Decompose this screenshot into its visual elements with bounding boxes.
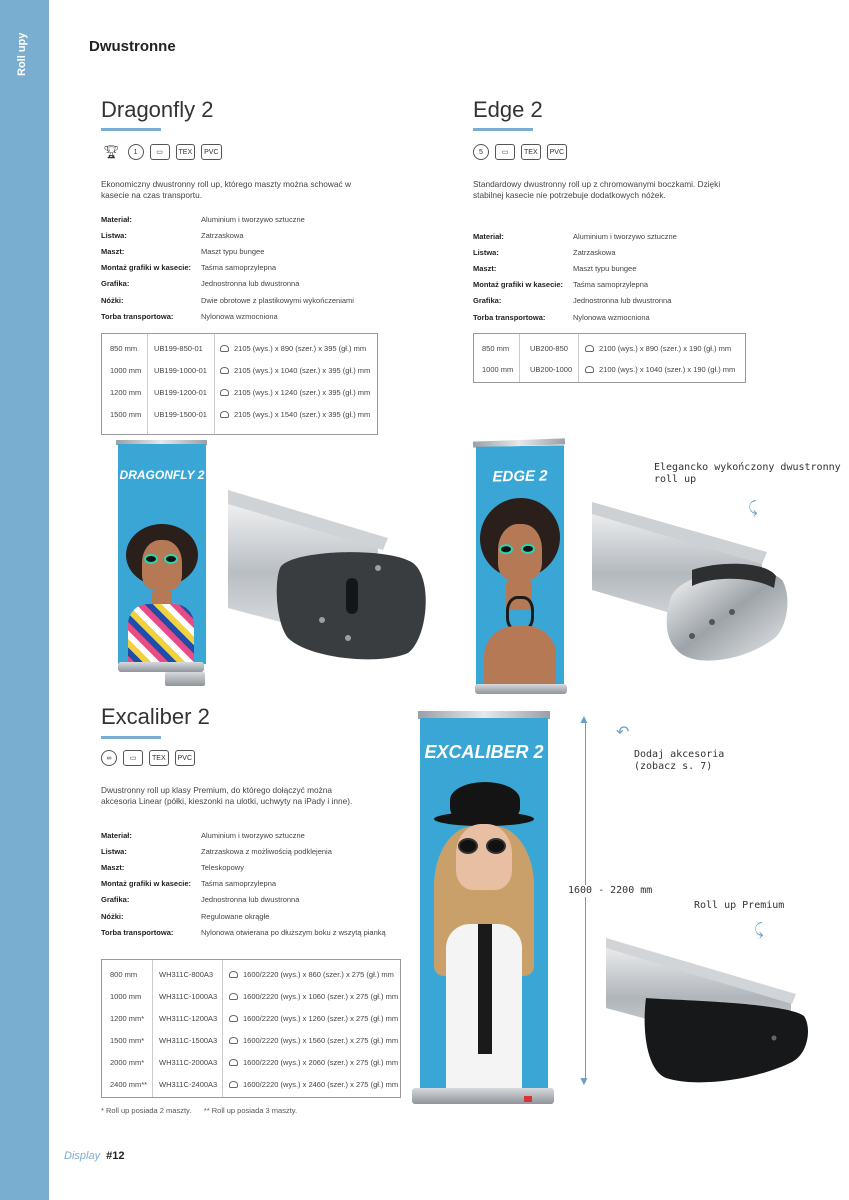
spec-row: Listwa: Zatrzaskowa [101,230,244,240]
spec-row: Nóżki: Dwie obrotowe z plastikowymi wykończeniami [101,295,354,305]
banner-title: EXCALIBER 2 [424,742,544,762]
dimensions-icon [220,411,229,418]
page-number: #12 [106,1150,125,1162]
spec-row: Grafika: Jednostronna lub dwustronna [101,279,300,289]
dimensions-icon [220,389,229,396]
curved-arrow-icon: ⤹ [748,500,758,517]
product-description: Ekonomiczny dwustronny roll up, którego maszty można schować w kasecie na czas transportu. [101,179,351,200]
product-description: Dwustronny roll up klasy Premium, do którego dołączyć można akcesoria Linear (półki, kieszonki na ulotki, uchwyty na iPady i inne). [101,785,353,806]
spec-list [101,827,386,940]
spec-row: Maszt: Maszt typu bungee [473,263,637,273]
spec-list [101,211,354,324]
side-band [0,0,49,1200]
pvc-icon: PVC [201,144,221,160]
dimensions-icon [220,367,229,374]
product-title-excaliber: Excaliber 2 [101,704,210,729]
footnote: * Roll up posiada 2 maszty. ** Roll up posiada 3 maszty. [101,1106,298,1115]
title-underline [101,128,161,131]
spec-list [473,228,677,325]
dimensions-icon [229,1015,238,1022]
base-button [524,1096,532,1102]
spec-row: Maszt: Maszt typu bungee [101,246,265,256]
height-dimension-line [585,722,586,1082]
banner-feet [165,672,205,686]
title-underline [101,736,161,739]
spec-row: Montaż grafiki w kasecie: Taśma samoprzylepna [473,280,649,290]
tex-icon: TEX [149,750,169,766]
pvc-icon: PVC [175,750,195,766]
spec-row: Materiał: Aluminium i tworzywo sztuczne [101,214,305,224]
side-label: Roll upy [16,32,28,76]
dimensions-icon [585,345,594,352]
handwritten-note-accessories: Dodaj akcesoria (zobacz s. 7) [634,749,725,772]
spec-row: Grafika: Jednostronna lub dwustronna [473,296,672,306]
dimensions-icon [220,345,229,352]
banner-base [475,684,567,694]
size-table: 800 mm WH311C-800A3 1600/2220 (wys.) x 860 (szer.) x 275 (gł.) mm 1000 mm WH311C-1000A3 1600/2220 (wys.) x 1060 (szer.) x 275 (gł.) mm 1200 mm* WH311C-1200A3 1600/2220 (wys.) x 1260 (szer.) x 275 (gł.) mm 1500 mm* WH311C-1500A3 1600/2220 (wys.) x 1560 (szer.) x 275 (gł.) mm 2000 mm* WH311C-2000A3 1600/2220 (wys.) x 2060 (szer.) x 275 (gł.) mm 2400 mm** WH311C-2400A3 1600/2220 (wys.) x 2460 (szer.) x 275 (gł.) mm [101,959,401,1098]
dimensions-icon [229,1081,238,1088]
feature-icons [101,144,222,160]
case-icon: ▭ [150,144,170,160]
dimensions-icon [229,993,238,1000]
height-range-label: 1600 - 2200 mm [568,885,653,896]
tex-icon: TEX [521,144,541,160]
banner-title: DRAGONFLY 2 [119,468,205,482]
pvc-icon: PVC [547,144,567,160]
handwritten-note-edge: Elegancko wykończony dwustronny roll up [654,462,841,485]
spec-row: Torba transportowa: Nylonowa wzmocniona [473,312,650,322]
spec-row: Maszt: Teleskopowy [101,862,244,872]
banner-title: EDGE 2 [492,467,548,486]
case-icon: ▭ [495,144,515,160]
dimensions-icon [585,366,594,373]
product-banner-excaliber [420,718,548,1090]
curved-arrow-icon: ↶ [616,724,630,741]
banner-base [412,1088,554,1104]
cassette-closeup-dragonfly [228,488,443,668]
arrow-up-icon: ▲ [578,712,590,726]
feature-icons [473,144,567,160]
infinity-warranty-icon: ∞ [101,750,117,766]
spec-row: Nóżki: Regulowane okrągłe [101,911,270,921]
spec-row: Listwa: Zatrzaskowa [473,247,616,257]
spec-row: Materiał: Aluminium i tworzywo sztuczne [473,231,677,241]
spec-row: Torba transportowa: Nylonowa otwierana po dłuższym boku z wszytą pianką [101,927,386,937]
cassette-closeup-excaliber [606,938,812,1098]
product-title-dragonfly: Dragonfly 2 [101,97,214,122]
title-underline [473,128,533,131]
spec-row: Torba transportowa: Nylonowa wzmocniona [101,311,278,321]
curved-arrow-icon: ⤹ [754,922,764,939]
spec-row: Montaż grafiki w kasecie: Taśma samoprzylepna [101,263,277,273]
dimensions-icon [229,971,238,978]
product-banner-dragonfly [118,444,206,664]
dimensions-icon [229,1037,238,1044]
feature-icons [101,750,195,766]
cassette-closeup-edge [592,500,792,672]
product-banner-edge [476,445,564,687]
handwritten-note-premium: Roll up Premium [694,900,785,911]
spec-row: Materiał: Aluminium i tworzywo sztuczne [101,830,305,840]
dimensions-icon [229,1059,238,1066]
footer-section: Display [64,1150,101,1162]
product-description: Standardowy dwustronny roll up z chromowanymi boczkami. Dzięki stabilnej kasecie nie potrzebuje dodatkowych nóżek. [473,179,721,200]
arrow-down-icon: ▼ [578,1074,590,1088]
warranty-5-icon: 5 [473,144,489,160]
banner-base [118,662,204,672]
product-title-edge: Edge 2 [473,97,543,122]
warranty-1-icon: 1 [128,144,144,160]
size-table: 850 mm UB199-850-01 2105 (wys.) x 890 (szer.) x 395 (gł.) mm 1000 mm UB199-1000-01 2105 (wys.) x 1040 (szer.) x 395 (gł.) mm 1200 mm UB199-1200-01 2105 (wys.) x 1240 (szer.) x 395 (gł.) mm 1500 mm UB199-1500-01 2105 (wys.) x 1540 (szer.) x 395 (gł.) mm [101,333,378,435]
tex-icon: TEX [176,144,196,160]
trophy-icon: 🏆︎ [103,144,120,159]
size-table: 850 mm UB200-850 2100 (wys.) x 890 (szer.) x 190 (gł.) mm 1000 mm UB200-1000 2100 (wys.) x 1040 (szer.) x 190 (gł.) mm [473,333,746,383]
section-title: Dwustronne [89,38,176,55]
case-icon: ▭ [123,750,143,766]
spec-row: Grafika: Jednostronna lub dwustronna [101,895,300,905]
spec-row: Listwa: Zatrzaskowa z możliwością podklejenia [101,846,332,856]
page-footer [64,1150,124,1162]
spec-row: Montaż grafiki w kasecie: Taśma samoprzylepna [101,879,277,889]
